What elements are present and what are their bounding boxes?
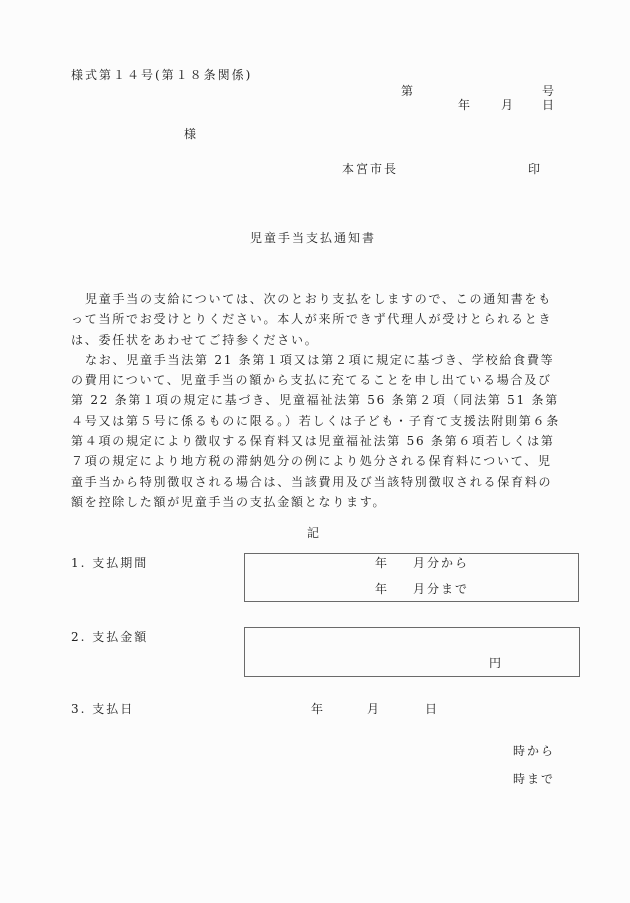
payment-date-year: 年 bbox=[311, 702, 324, 716]
payment-date-month: 月 bbox=[367, 702, 380, 716]
ki-label: 記 bbox=[307, 526, 320, 540]
payment-period-label: 1. 支払期間 bbox=[71, 556, 149, 570]
amount-unit: 円 bbox=[489, 656, 502, 670]
payment-time-from: 時から bbox=[513, 744, 556, 758]
addressee-suffix: 様 bbox=[184, 127, 197, 141]
payment-amount-box bbox=[244, 627, 580, 677]
payment-period-box bbox=[244, 553, 579, 602]
paragraph-2: なお、児童手当法第 21 条第１項又は第２項に規定に基づき、学校給食費等の費用について、児童手当の額から支払に充てることを申し出ている場合及び第 22 条第１項の規定に基づき、児童福祉法第 56 条第２項（同法第 51 条第４号又は第５号に係るものに限る。）若しくは子ども・子育て支援法附則第６条第４項の規定により徴収する保育料又は児童福祉法第 56 条第６項若しくは第７項の規定により地方税の滞納処分の例により処分される保育料について、児童手当から特別徴収される場合は、当該費用及び当該特別徴収される保育料の額を控除した額が児童手当の支払金額となります。 bbox=[71, 352, 561, 509]
period-from-month: 月分から bbox=[413, 556, 470, 570]
document-number-suffix: 号 bbox=[542, 84, 555, 98]
period-to-month: 月分まで bbox=[413, 582, 470, 596]
issue-date-month: 月 bbox=[501, 98, 514, 112]
document-title: 児童手当支払通知書 bbox=[250, 231, 377, 245]
issuer-seal: 印 bbox=[528, 162, 541, 176]
paragraph-1: 児童手当の支給については、次のとおり支払をしますので、この通知書をもって当所でお受けとりください。本人が来所できず代理人が受けとられるときは、委任状をあわせてご持参ください。 bbox=[71, 292, 553, 347]
payment-date-day: 日 bbox=[425, 702, 438, 716]
form-number: 様式第１４号(第１８条関係) bbox=[71, 68, 253, 82]
document-number-prefix: 第 bbox=[401, 84, 414, 98]
payment-time-to: 時まで bbox=[513, 772, 556, 786]
payment-date-label: 3. 支払日 bbox=[71, 702, 135, 716]
issuer-name: 本宮市長 bbox=[342, 162, 399, 176]
payment-amount-label: 2. 支払金額 bbox=[71, 630, 149, 644]
issue-date-year: 年 bbox=[458, 98, 471, 112]
body-text bbox=[71, 289, 561, 512]
period-from-year: 年 bbox=[375, 556, 388, 570]
period-to-year: 年 bbox=[375, 582, 388, 596]
issue-date-day: 日 bbox=[542, 98, 555, 112]
